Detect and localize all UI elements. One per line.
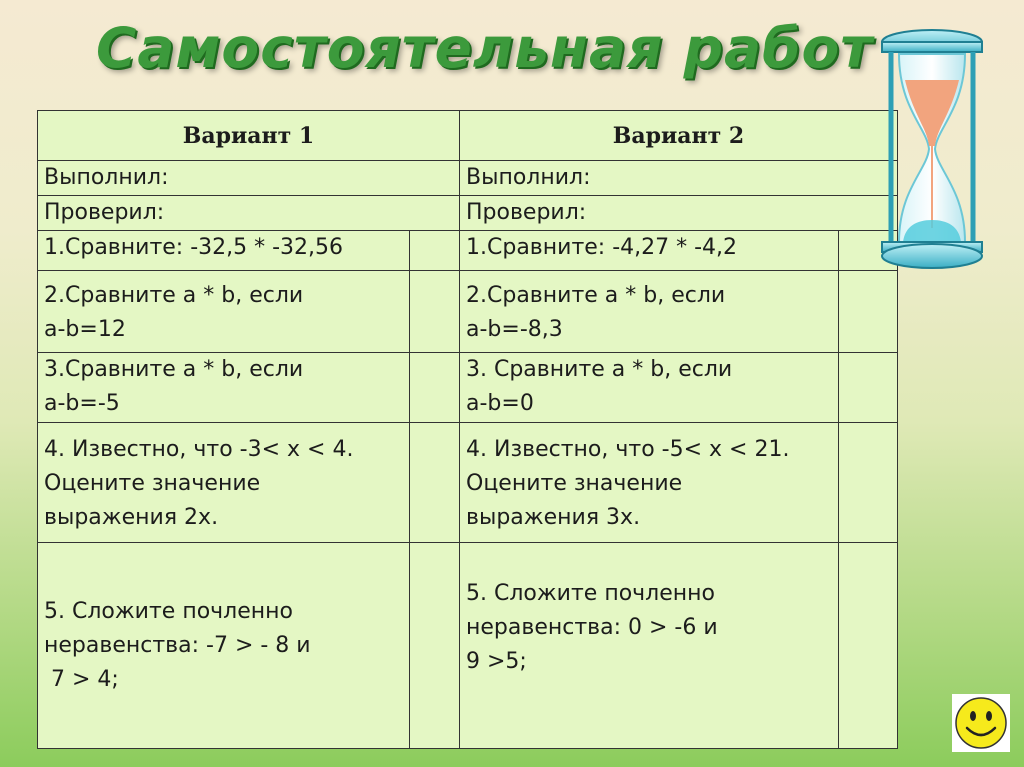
task-line: выражения 3х.	[466, 505, 641, 530]
task-line: а-b=0	[466, 391, 534, 416]
task-line: 9 >5;	[466, 649, 527, 674]
task-line: 3.Сравните а * b, если	[44, 357, 304, 382]
task-line: а-b=-5	[44, 391, 120, 416]
variant-2-task-1	[460, 231, 839, 271]
variant-1-answer-2	[410, 271, 460, 353]
task-line: Оцените значение	[466, 471, 683, 496]
variant-1-task-1	[38, 231, 410, 271]
slide-title: Самостоятельная работ	[96, 16, 874, 80]
variant-1-answer-3	[410, 353, 460, 423]
work-table	[37, 110, 898, 749]
variant-2-answer-2	[839, 271, 898, 353]
variant-1-heading: Вариант 1	[38, 111, 460, 161]
task-line: Оцените значение	[44, 471, 261, 496]
task-line: 3. Сравните а * b, если	[466, 357, 733, 382]
variant-2-performed-by: Выполнил:	[460, 161, 898, 196]
task-line: 5. Сложите почленно	[44, 598, 293, 624]
variant-1-checked-by: Проверил:	[38, 196, 460, 231]
variant-1-answer-4	[410, 423, 460, 543]
variant-1-task-2	[38, 271, 410, 353]
task-line: 2.Сравните а * b, если	[44, 283, 304, 308]
variant-2-answer-5	[839, 543, 898, 749]
variant-2-task-5	[460, 543, 839, 749]
variant-2-checked-by: Проверил:	[460, 196, 898, 231]
task-line: 1.Сравните: -4,27 * -4,2	[466, 235, 738, 260]
variant-2-task-4	[460, 423, 839, 543]
task-line: а-b=12	[44, 317, 126, 342]
task-line: неравенства: 0 > -6 и	[466, 615, 718, 640]
task-line: неравенства: -7 > - 8 и	[44, 632, 311, 658]
hourglass-icon	[879, 28, 985, 270]
variant-2-task-2	[460, 271, 839, 353]
variant-2-task-3	[460, 353, 839, 423]
task-line: 4. Известно, что -5< х < 21.	[466, 437, 790, 462]
task-line: а-b=-8,3	[466, 317, 563, 342]
variant-1-performed-by: Выполнил:	[38, 161, 460, 196]
task-line: 1.Сравните: -32,5 * -32,56	[44, 235, 344, 260]
variant-2-heading: Вариант 2	[460, 111, 898, 161]
task-line: 5. Сложите почленно	[466, 581, 715, 606]
task-line: 2.Сравните а * b, если	[466, 283, 726, 308]
variant-1-answer-5	[410, 543, 460, 749]
variant-1-answer-1	[410, 231, 460, 271]
task-line: выражения 2х.	[44, 505, 219, 530]
smiley-icon	[952, 694, 1010, 752]
variant-2-answer-4	[839, 423, 898, 543]
variant-1-task-4	[38, 423, 410, 543]
variant-2-answer-3	[839, 353, 898, 423]
task-line: 7 > 4;	[44, 666, 119, 692]
task-line: 4. Известно, что -3< х < 4.	[44, 437, 354, 462]
variant-1-task-5	[38, 543, 410, 749]
variant-1-task-3	[38, 353, 410, 423]
